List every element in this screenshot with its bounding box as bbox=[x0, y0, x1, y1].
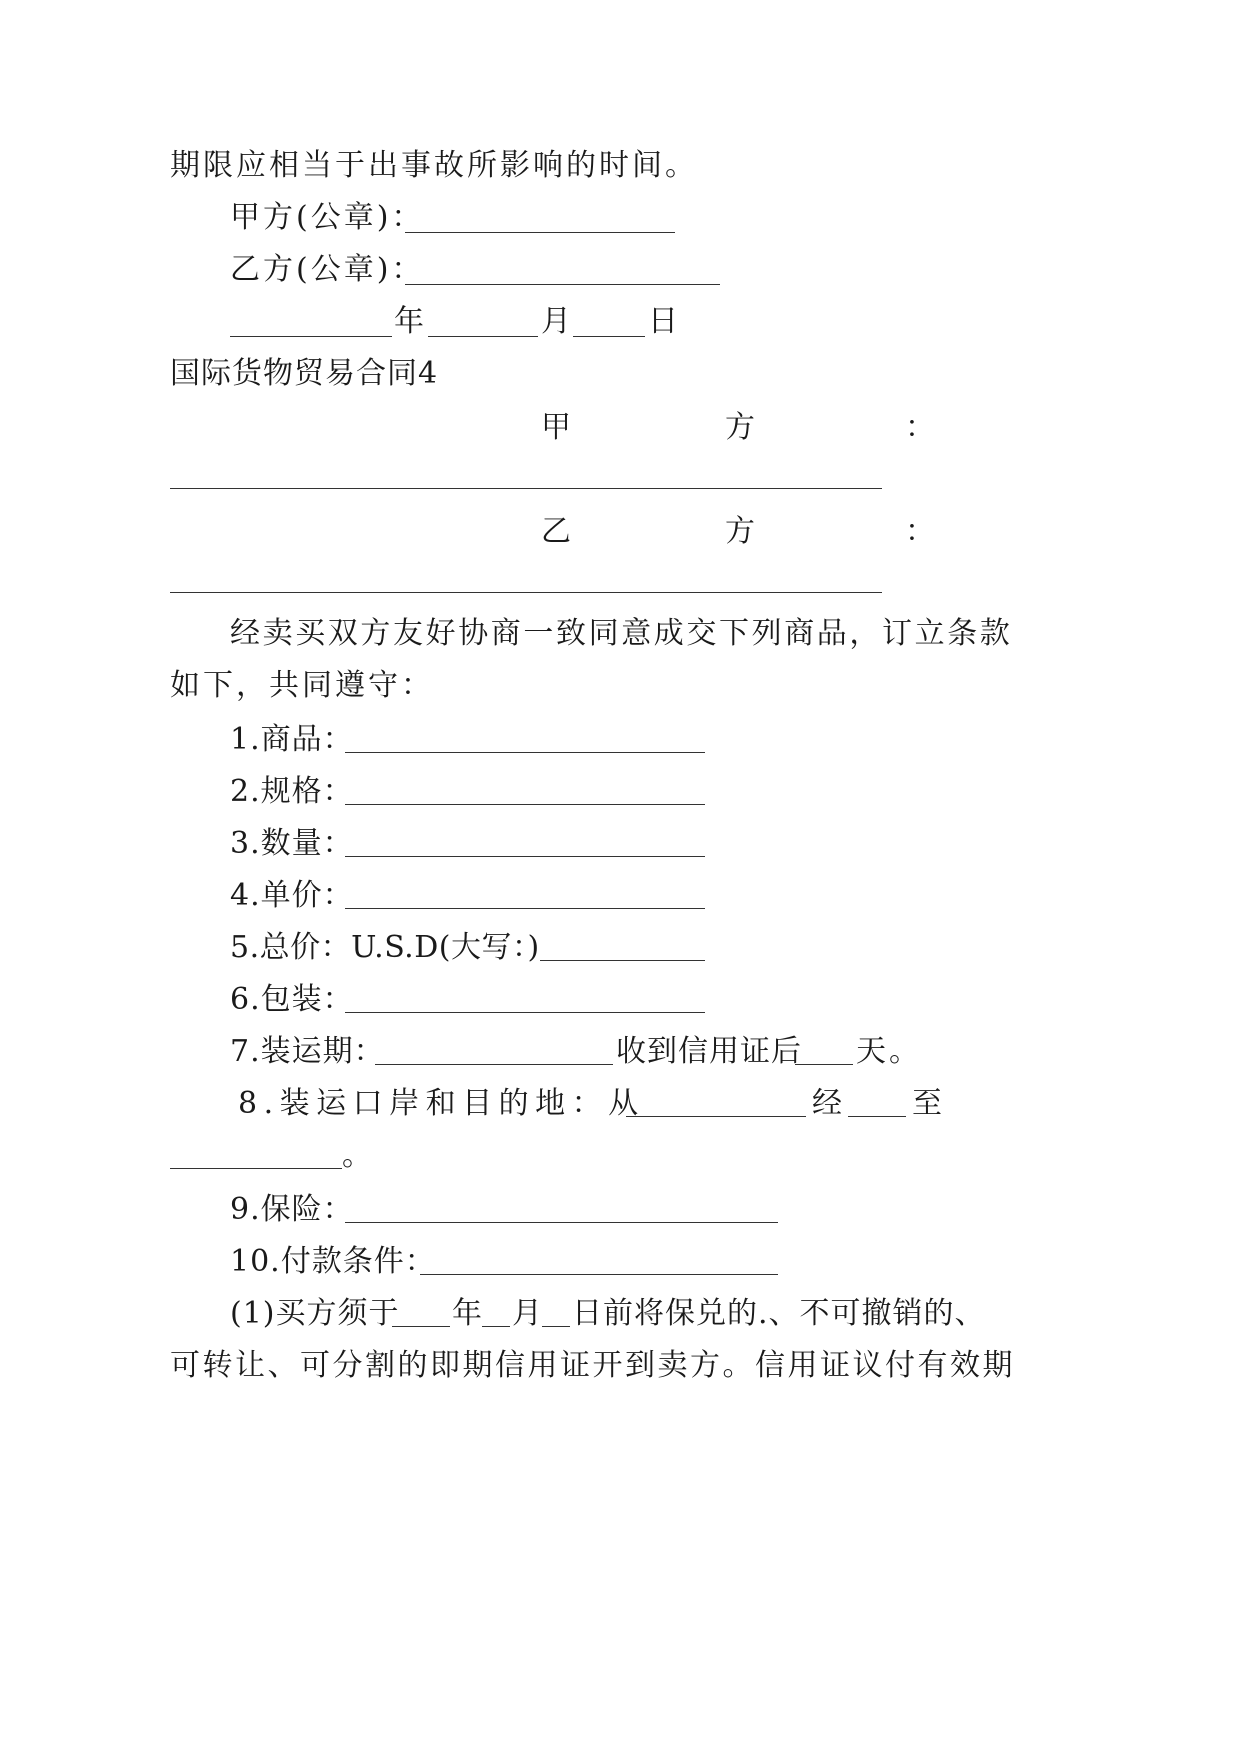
item-port-via-blank[interactable] bbox=[848, 1116, 906, 1117]
item-unit-price: 4.单价： bbox=[230, 878, 354, 913]
item-port-label: 8.装运口岸和目的地：从 bbox=[238, 1086, 645, 1121]
party-b-seal-blank[interactable] bbox=[405, 284, 720, 285]
month-blank[interactable] bbox=[428, 336, 538, 337]
party-a-char-1: 甲 bbox=[541, 410, 571, 445]
item-port-via: 经 bbox=[812, 1086, 842, 1121]
item-total-price: 5.总价：U.S.D(大写：) bbox=[230, 930, 540, 965]
party-b-colon: ： bbox=[905, 514, 935, 549]
party-a-seal-blank[interactable] bbox=[405, 232, 675, 233]
party-a-blank[interactable] bbox=[170, 488, 882, 489]
payment-month: 月 bbox=[512, 1296, 542, 1331]
intro-line-1: 经卖买双方友好协商一致同意成交下列商品，订立条款 bbox=[230, 616, 1013, 651]
payment-month-blank[interactable] bbox=[482, 1326, 510, 1327]
item-payment-terms: 10.付款条件： bbox=[230, 1244, 436, 1279]
party-b-seal-text: 乙方(公章)： bbox=[230, 252, 425, 287]
item-total-price-blank[interactable] bbox=[540, 960, 705, 961]
item-goods: 1.商品： bbox=[230, 722, 354, 757]
day-label: 日 bbox=[648, 304, 678, 339]
party-a-colon: ： bbox=[905, 410, 935, 445]
item-shipment-after-lc: 收到信用证后 bbox=[616, 1034, 802, 1069]
party-b-char-2: 方 bbox=[725, 514, 755, 549]
item-port-to: 至 bbox=[912, 1086, 942, 1121]
item-packing-blank[interactable] bbox=[345, 1012, 705, 1013]
text-line: 期限应相当于出事故所影响的时间。 bbox=[170, 148, 698, 183]
item-port-from-blank[interactable] bbox=[626, 1116, 806, 1117]
item-port-dest-blank[interactable] bbox=[170, 1168, 342, 1169]
item-spec: 2.规格： bbox=[230, 774, 354, 809]
item-goods-blank[interactable] bbox=[345, 752, 705, 753]
item-shipment-days: 天。 bbox=[856, 1034, 922, 1069]
year-label: 年 bbox=[394, 304, 424, 339]
item-quantity-blank[interactable] bbox=[345, 856, 705, 857]
item-shipment-days-blank[interactable] bbox=[795, 1064, 853, 1065]
payment-day-blank[interactable] bbox=[542, 1326, 570, 1327]
payment-year-blank[interactable] bbox=[392, 1326, 450, 1327]
item-shipment-blank[interactable] bbox=[375, 1064, 613, 1065]
item-insurance: 9.保险： bbox=[230, 1192, 354, 1227]
party-a-char-2: 方 bbox=[725, 410, 755, 445]
party-b-char-1: 乙 bbox=[541, 514, 571, 549]
item-shipment-label: 7.装运期： bbox=[230, 1034, 385, 1069]
party-b-seal-label bbox=[230, 250, 424, 290]
party-a-seal-text: 甲方(公章)： bbox=[230, 200, 425, 235]
payment-clause-line-2: 可转让、可分割的即期信用证开到卖方。信用证议付有效期 bbox=[170, 1348, 1015, 1383]
item-insurance-blank[interactable] bbox=[345, 1222, 778, 1223]
payment-clause-end: 日前将保兑的.、不可撤销的、 bbox=[572, 1296, 986, 1331]
intro-line-2: 如下，共同遵守： bbox=[170, 668, 434, 703]
day-blank[interactable] bbox=[573, 336, 645, 337]
item-unit-price-blank[interactable] bbox=[345, 908, 705, 909]
contract-title: 国际货物贸易合同4 bbox=[170, 356, 439, 391]
payment-year: 年 bbox=[452, 1296, 482, 1331]
item-payment-terms-blank[interactable] bbox=[420, 1274, 778, 1275]
payment-clause-start: (1)买方须于 bbox=[230, 1296, 400, 1331]
month-label: 月 bbox=[541, 304, 571, 339]
item-port-end: 。 bbox=[342, 1138, 372, 1173]
party-a-seal-label bbox=[230, 198, 424, 238]
party-b-blank[interactable] bbox=[170, 592, 882, 593]
item-packing: 6.包装： bbox=[230, 982, 354, 1017]
year-blank[interactable] bbox=[230, 336, 392, 337]
item-quantity: 3.数量： bbox=[230, 826, 354, 861]
item-spec-blank[interactable] bbox=[345, 804, 705, 805]
